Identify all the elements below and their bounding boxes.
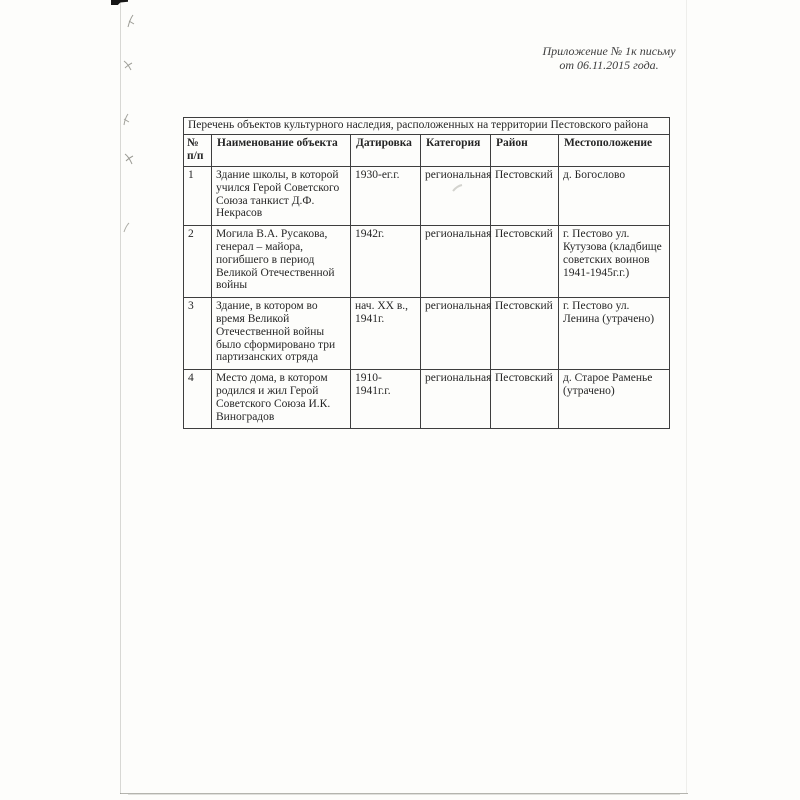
pencil-mark-icon xyxy=(124,151,134,167)
cell-r1-c1: 1 xyxy=(184,167,212,226)
cell-r3-c1: 3 xyxy=(184,298,212,370)
table-title: Перечень объектов культурного наследия, расположенных на территории Пестовского района xyxy=(184,118,670,135)
column-header-6: Местоположение xyxy=(559,135,670,167)
cell-r2-c2: Могила В.А. Русакова, генерал – майора, погибшего в период Великой Отечественной войны xyxy=(212,226,351,298)
column-header-1: № п/п xyxy=(184,135,212,167)
cell-r2-c4: региональная xyxy=(421,226,491,298)
cell-r2-c1: 2 xyxy=(184,226,212,298)
cell-r3-c3: нач. XX в., 1941г. xyxy=(351,298,421,370)
cell-r1-c4: региональная xyxy=(421,167,491,226)
pencil-mark-icon xyxy=(122,113,131,127)
pencil-mark-icon xyxy=(122,222,131,234)
cell-r4-c5: Пестовский xyxy=(491,370,559,429)
cell-r3-c6: г. Пестово ул. Ленина (утрачено) xyxy=(559,298,670,370)
page-edge-left-line xyxy=(120,0,121,794)
table-row-4 xyxy=(184,370,670,429)
cell-r2-c6: г. Пестово ул. Кутузова (кладбище советских воинов 1941-1945г.г.) xyxy=(559,226,670,298)
cell-r1-c2: Здание школы, в которой учился Герой Советского Союза танкист Д.Ф. Некрасов xyxy=(212,167,351,226)
cell-r1-c6: д. Богослово xyxy=(559,167,670,226)
cell-r4-c3: 1910-1941г.г. xyxy=(351,370,421,429)
column-header-4: Категория xyxy=(421,135,491,167)
cell-r1-c5: Пестовский xyxy=(491,167,559,226)
table-row-3 xyxy=(184,298,670,370)
annotation-line-1: Приложение № 1к письму xyxy=(542,44,676,58)
cell-r4-c1: 4 xyxy=(184,370,212,429)
annotation-block xyxy=(520,44,698,72)
cell-r3-c4: региональная xyxy=(421,298,491,370)
cell-r4-c6: д. Старое Раменье (утрачено) xyxy=(559,370,670,429)
column-header-3: Датировка xyxy=(351,135,421,167)
annotation-line-2: от 06.11.2015 года. xyxy=(559,58,659,72)
table-row-2 xyxy=(184,226,670,298)
table-row-1 xyxy=(184,167,670,226)
cell-r2-c3: 1942г. xyxy=(351,226,421,298)
heritage-objects-table xyxy=(183,117,670,429)
table-header-row xyxy=(184,135,670,167)
table-title-row xyxy=(184,118,670,135)
pencil-mark-icon xyxy=(123,57,133,73)
cell-r2-c5: Пестовский xyxy=(491,226,559,298)
column-header-2: Наименование объекта xyxy=(212,135,351,167)
cell-r3-c2: Здание, в котором во время Великой Отечественной войны было сформировано три партизанских отряда xyxy=(212,298,351,370)
page-edge-bottom-shadow xyxy=(128,794,680,795)
cell-r3-c5: Пестовский xyxy=(491,298,559,370)
cell-r4-c4: региональная xyxy=(421,370,491,429)
cell-r4-c2: Место дома, в котором родился и жил Герой Советского Союза И.К. Виноградов xyxy=(212,370,351,429)
pencil-mark-icon xyxy=(126,13,136,29)
cell-r1-c3: 1930-ег.г. xyxy=(351,167,421,226)
page-edge-right-line xyxy=(686,0,687,793)
column-header-5: Район xyxy=(491,135,559,167)
